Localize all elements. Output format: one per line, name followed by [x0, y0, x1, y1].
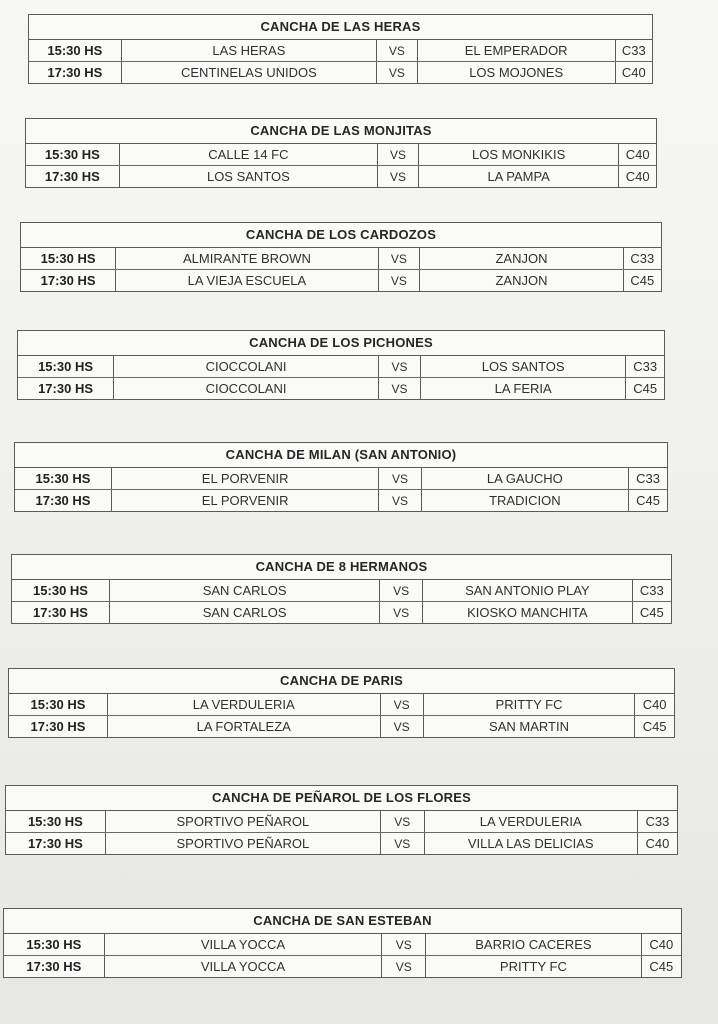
away-team: LA VERDULERIA [424, 811, 637, 833]
match-table [21, 248, 661, 291]
home-team: ALMIRANTE BROWN [116, 248, 378, 270]
match-row [12, 580, 671, 602]
away-team: LA PAMPA [418, 166, 618, 188]
away-team: ZANJON [420, 270, 624, 292]
versus-label: VS [378, 378, 420, 400]
fixture-table [3, 908, 682, 978]
match-row [18, 356, 664, 378]
fixture-table [11, 554, 672, 624]
match-time: 15:30 HS [6, 811, 105, 833]
match-table [12, 580, 671, 623]
fixture-table [17, 330, 665, 400]
match-time: 15:30 HS [12, 580, 110, 602]
versus-label: VS [378, 248, 420, 270]
home-team: LA FORTALEZA [107, 716, 380, 738]
category-code: C33 [626, 356, 664, 378]
match-row [9, 716, 674, 738]
match-table [6, 811, 677, 854]
match-row [6, 833, 677, 855]
home-team: EL PORVENIR [111, 468, 378, 490]
versus-label: VS [379, 490, 421, 512]
match-table [9, 694, 674, 737]
category-code: C40 [625, 169, 650, 184]
versus-label: VS [380, 811, 424, 833]
match-row [29, 62, 652, 84]
home-team: LA VIEJA ESCUELA [116, 270, 378, 292]
fixture-table [28, 14, 653, 84]
match-time: 15:30 HS [18, 356, 114, 378]
fixture-table [8, 668, 675, 738]
venue-title: CANCHA DE LOS PICHONES [18, 331, 664, 356]
away-team: ZANJON [420, 248, 624, 270]
versus-label: VS [377, 40, 417, 62]
versus-label: VS [380, 716, 423, 738]
venue-title: CANCHA DE LAS HERAS [29, 15, 652, 40]
fixture-table [5, 785, 678, 855]
match-row [15, 468, 667, 490]
home-team: CENTINELAS UNIDOS [121, 62, 376, 84]
category-code: C33 [629, 468, 667, 490]
category-code: C45 [642, 719, 667, 734]
away-team: SAN ANTONIO PLAY [423, 580, 633, 602]
venue-title: CANCHA DE 8 HERMANOS [12, 555, 671, 580]
away-team: LOS SANTOS [420, 356, 625, 378]
category-code: C40 [641, 934, 681, 956]
category-code: C45 [639, 605, 664, 620]
versus-label: VS [382, 956, 426, 978]
match-time: 17:30 HS [4, 956, 104, 978]
home-team: SAN CARLOS [110, 580, 380, 602]
away-team: LOS MOJONES [417, 62, 615, 84]
match-time: 17:30 HS [21, 270, 116, 292]
home-team: LA VERDULERIA [107, 694, 380, 716]
home-team: SAN CARLOS [110, 602, 380, 624]
versus-label: VS [380, 694, 423, 716]
match-time: 17:30 HS [9, 716, 107, 738]
versus-label: VS [380, 602, 423, 624]
match-row [26, 166, 656, 188]
home-team: EL PORVENIR [111, 490, 378, 512]
fixture-table [20, 222, 662, 292]
category-code: C45 [633, 381, 658, 396]
match-row [29, 40, 652, 62]
category-code: C33 [623, 248, 661, 270]
versus-label: VS [380, 833, 424, 855]
venue-title: CANCHA DE LAS MONJITAS [26, 119, 656, 144]
match-row [9, 694, 674, 716]
match-time: 15:30 HS [26, 144, 119, 166]
fixture-table [25, 118, 657, 188]
match-time: 17:30 HS [26, 166, 119, 188]
versus-label: VS [382, 934, 426, 956]
versus-label: VS [379, 468, 421, 490]
category-code: C45 [636, 493, 660, 508]
away-team: SAN MARTIN [423, 716, 634, 738]
match-row [4, 934, 681, 956]
match-table [29, 40, 652, 83]
venue-title: CANCHA DE SAN ESTEBAN [4, 909, 681, 934]
away-team: KIOSKO MANCHITA [423, 602, 633, 624]
away-team: LOS MONKIKIS [418, 144, 618, 166]
versus-label: VS [377, 62, 417, 84]
match-row [18, 378, 664, 400]
home-team: CIOCCOLANI [114, 356, 379, 378]
match-time: 15:30 HS [21, 248, 116, 270]
match-row [21, 270, 661, 292]
category-code: C33 [637, 811, 677, 833]
match-time: 15:30 HS [15, 468, 111, 490]
versus-label: VS [378, 144, 419, 166]
match-time: 17:30 HS [12, 602, 110, 624]
match-row [4, 956, 681, 978]
category-code: C40 [635, 694, 674, 716]
venue-title: CANCHA DE PEÑAROL DE LOS FLORES [6, 786, 677, 811]
match-time: 15:30 HS [29, 40, 121, 62]
away-team: PRITTY FC [423, 694, 634, 716]
match-row [26, 144, 656, 166]
match-table [4, 934, 681, 977]
away-team: LA GAUCHO [421, 468, 628, 490]
match-time: 17:30 HS [6, 833, 105, 855]
versus-label: VS [378, 356, 420, 378]
venue-title: CANCHA DE MILAN (SAN ANTONIO) [15, 443, 667, 468]
category-code: C40 [621, 65, 646, 80]
match-table [18, 356, 664, 399]
away-team: LA FERIA [420, 378, 625, 400]
match-table [15, 468, 667, 511]
away-team: PRITTY FC [426, 956, 641, 978]
category-code: C33 [632, 580, 671, 602]
away-team: TRADICION [421, 490, 628, 512]
home-team: CIOCCOLANI [114, 378, 379, 400]
category-code: C45 [630, 273, 655, 288]
match-time: 17:30 HS [29, 62, 121, 84]
match-time: 15:30 HS [9, 694, 107, 716]
match-row [12, 602, 671, 624]
category-code: C40 [645, 836, 670, 851]
home-team: LAS HERAS [121, 40, 376, 62]
versus-label: VS [380, 580, 423, 602]
venue-title: CANCHA DE PARIS [9, 669, 674, 694]
match-time: 17:30 HS [18, 378, 114, 400]
match-table [26, 144, 656, 187]
home-team: LOS SANTOS [119, 166, 377, 188]
versus-label: VS [378, 270, 420, 292]
match-time: 15:30 HS [4, 934, 104, 956]
match-row [6, 811, 677, 833]
category-code: C45 [649, 959, 674, 974]
versus-label: VS [378, 166, 419, 188]
home-team: SPORTIVO PEÑAROL [105, 811, 380, 833]
away-team: VILLA LAS DELICIAS [424, 833, 637, 855]
match-row [15, 490, 667, 512]
home-team: VILLA YOCCA [104, 956, 382, 978]
category-code: C40 [619, 144, 656, 166]
home-team: SPORTIVO PEÑAROL [105, 833, 380, 855]
category-code: C33 [615, 40, 652, 62]
away-team: EL EMPERADOR [417, 40, 615, 62]
away-team: BARRIO CACERES [426, 934, 641, 956]
home-team: CALLE 14 FC [119, 144, 377, 166]
fixture-table [14, 442, 668, 512]
home-team: VILLA YOCCA [104, 934, 382, 956]
venue-title: CANCHA DE LOS CARDOZOS [21, 223, 661, 248]
match-row [21, 248, 661, 270]
match-time: 17:30 HS [15, 490, 111, 512]
